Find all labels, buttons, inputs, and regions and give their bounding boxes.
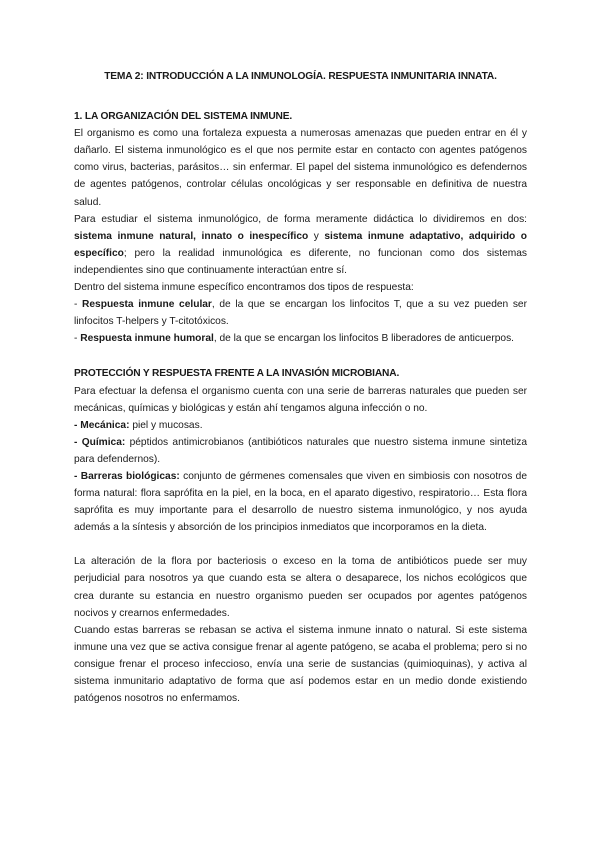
section1-p2-text-d: ; pero la realidad inmunológica es diferente, no funcionan como dos sistemas independientes sino que continuamente interactúan entre sí. xyxy=(74,247,527,276)
section2-item3-bold: - Barreras biológicas: xyxy=(74,470,180,482)
section2-heading: PROTECCIÓN Y RESPUESTA FRENTE A LA INVASIÓN MICROBIANA. xyxy=(74,368,400,380)
list-dash: - xyxy=(74,333,81,345)
section1-list-item-cellular xyxy=(74,296,527,330)
section1-item1-text: , de la que se encargan los linfocitos T, que a su vez pueden ser linfocitos T-helpers y T-citotóxicos. xyxy=(74,299,527,328)
section1-item1-bold: Respuesta inmune celular xyxy=(82,299,212,311)
section2-item1-text: piel y mucosas. xyxy=(129,419,203,431)
section2-list-item-chemical xyxy=(74,434,527,468)
section2-paragraph-1: Para efectuar la defensa el organismo cuenta con una serie de barreras naturales que pueden ser mecánicas, químicas y biológicas y están ahí tengamos alguna infección o no. xyxy=(74,385,527,414)
section2-paragraph-3: Cuando estas barreras se rebasan se activa el sistema inmune innato o natural. Si este sistema inmune una vez que se activa consigue frenar al agente patógeno, se acaba el problema; pero si no consigue frenar el proceso infeccioso, envía una serie de sustancias (quimioquinas), y activa al sistema inmunitario adaptativo de forma que así podemos estar en un medio donde existiendo patógenos nosotros no enfermamos. xyxy=(74,624,527,705)
section1-paragraph-3: Dentro del sistema inmune específico encontramos dos tipos de respuesta: xyxy=(74,282,414,294)
section2-item3-text: conjunto de gérmenes comensales que viven en simbiosis con nosotros de forma natural: flora saprófita en la piel, en la boca, en el aparato digestivo, respiratorio… Esta flora saprófita es muy importante para el desarrollo de nuestro sistema inmunológico, y nos ayuda además a la síntesis y absorción de los principios inmediatos que incorporamos en la dieta. xyxy=(74,470,527,534)
section1-list-item-humoral xyxy=(74,330,527,347)
section1-item2-bold: Respuesta inmune humoral xyxy=(80,333,214,345)
section1-p2-text-c: y xyxy=(308,230,325,242)
section2-list-item-biological xyxy=(74,468,527,536)
section2-item2-bold: - Química: xyxy=(74,436,126,448)
section1-heading: 1. LA ORGANIZACIÓN DEL SISTEMA INMUNE. xyxy=(74,111,293,123)
section2-item2-text: péptidos antimicrobianos (antibióticos naturales que nuestro sistema inmune sintetiza para defendernos). xyxy=(74,436,527,465)
section1-paragraph-2 xyxy=(74,211,527,279)
section1-p2-bold-adaptive: sistema inmune adaptativo, adquirido o específico xyxy=(74,230,527,259)
section2-paragraph-2: La alteración de la flora por bacteriosis o exceso en la toma de antibióticos puede ser muy perjudicial para nosotros ya que cuando esta se altera o desaparece, los nichos ecológicos que crea durante su estancia en nuestro organismo pueden ser ocupados por agentes patógenos nocivos y crearnos enfermedades. xyxy=(74,556,527,619)
document-title: TEMA 2: INTRODUCCIÓN A LA INMUNOLOGÍA. RESPUESTA INMUNITARIA INNATA. xyxy=(104,71,497,82)
section1-p2-text-a: Para estudiar el sistema inmunológico, de forma meramente didáctica lo dividiremos en dos: xyxy=(74,213,527,225)
section1-p2-bold-innate: sistema inmune natural, innato o inespecífico xyxy=(74,230,309,242)
section1-paragraph-1: El organismo es como una fortaleza expuesta a numerosas amenazas que pueden entrar en él y dañarlo. El sistema inmunológico es el que nos permite estar en contacto con agentes patógenos como virus, bacterias, parásitos… sin enfermar. El papel del sistema inmunológico es defendernos de agentes patógenos, controlar células oncológicas y ser responsable en definitiva de nuestra salud. xyxy=(74,128,527,208)
section2-item1-bold: - Mecánica: xyxy=(74,419,130,431)
section1-item2-text: , de la que se encargan los linfocitos B liberadores de anticuerpos. xyxy=(213,333,514,345)
list-dash: - xyxy=(74,299,83,311)
section2-list-item-mechanical xyxy=(74,417,527,434)
